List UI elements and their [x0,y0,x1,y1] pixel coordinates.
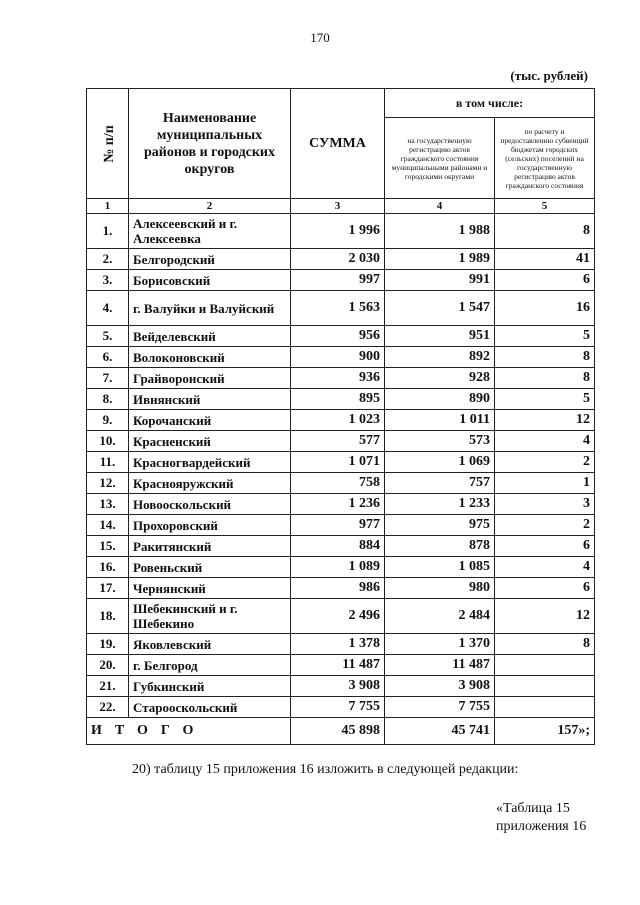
row-registration: 1 988 [385,214,495,249]
column-number: 3 [291,199,385,214]
row-registration: 757 [385,473,495,494]
row-subvention: 6 [495,536,595,557]
row-name: Грайворонский [129,368,291,389]
table-row [87,676,595,697]
row-subvention: 8 [495,368,595,389]
row-sum: 977 [291,515,385,536]
table-reference-line: приложения 16 [496,819,587,834]
row-registration: 991 [385,270,495,291]
table-row [87,697,595,718]
row-sum: 936 [291,368,385,389]
subvention-table [86,88,595,745]
row-registration: 2 484 [385,599,495,634]
row-number: 14. [87,515,129,536]
row-sum: 884 [291,536,385,557]
row-sum: 1 089 [291,557,385,578]
row-subvention: 8 [495,634,595,655]
row-name: Красненский [129,431,291,452]
table-row [87,536,595,557]
row-number: 21. [87,676,129,697]
row-subvention: 4 [495,431,595,452]
row-registration: 890 [385,389,495,410]
row-name: Чернянский [129,578,291,599]
row-sum: 1 378 [291,634,385,655]
row-number: 8. [87,389,129,410]
row-name: Ивнянский [129,389,291,410]
row-sum: 1 023 [291,410,385,431]
row-registration: 980 [385,578,495,599]
row-sum: 7 755 [291,697,385,718]
row-name: Губкинский [129,676,291,697]
row-subvention [495,676,595,697]
row-registration: 975 [385,515,495,536]
page-number: 170 [310,30,330,45]
row-number: 18. [87,599,129,634]
row-number: 10. [87,431,129,452]
row-name: Вейделевский [129,326,291,347]
row-number: 20. [87,655,129,676]
row-registration: 1 547 [385,291,495,326]
row-sum: 997 [291,270,385,291]
row-sum: 577 [291,431,385,452]
row-number: 16. [87,557,129,578]
row-sum: 11 487 [291,655,385,676]
row-name: Прохоровский [129,515,291,536]
row-subvention: 12 [495,410,595,431]
row-name: Красногвардейский [129,452,291,473]
row-registration: 928 [385,368,495,389]
row-sum: 2 496 [291,599,385,634]
row-sum: 758 [291,473,385,494]
column-number: 2 [129,199,291,214]
row-name: Шебекинский и г. Шебекино [129,599,291,634]
row-subvention: 2 [495,452,595,473]
row-subvention [495,697,595,718]
row-registration: 1 069 [385,452,495,473]
row-name: Яковлевский [129,634,291,655]
row-number: 15. [87,536,129,557]
row-number: 1. [87,214,129,249]
row-name: Старооскольский [129,697,291,718]
row-number: 2. [87,249,129,270]
row-number: 22. [87,697,129,718]
total-row [87,718,595,745]
row-number: 7. [87,368,129,389]
row-sum: 1 071 [291,452,385,473]
row-sum: 956 [291,326,385,347]
row-registration: 3 908 [385,676,495,697]
row-sum: 1 996 [291,214,385,249]
row-name: г. Белгород [129,655,291,676]
row-number: 4. [87,291,129,326]
row-subvention: 3 [495,494,595,515]
row-subvention [495,655,595,676]
row-registration: 878 [385,536,495,557]
table-row [87,578,595,599]
row-number: 3. [87,270,129,291]
row-registration: 1 989 [385,249,495,270]
table-row [87,214,595,249]
row-sum: 900 [291,347,385,368]
units-label: (тыс. рублей) [510,68,588,83]
row-subvention: 5 [495,326,595,347]
row-name: Белгородский [129,249,291,270]
table-row [87,410,595,431]
row-registration: 951 [385,326,495,347]
table-row [87,291,595,326]
row-sum: 2 030 [291,249,385,270]
row-number: 11. [87,452,129,473]
row-name: Волоконовский [129,347,291,368]
row-sum: 3 908 [291,676,385,697]
table-row [87,389,595,410]
table-row [87,599,595,634]
row-name: Борисовский [129,270,291,291]
row-subvention: 8 [495,347,595,368]
header-name: Наименование муниципальных районов и городских округов [129,89,291,199]
row-subvention: 4 [495,557,595,578]
table-row [87,347,595,368]
row-name: Алексеевский и г. Алексеевка [129,214,291,249]
column-number: 1 [87,199,129,214]
row-sum: 1 236 [291,494,385,515]
row-name: г. Валуйки и Валуйский [129,291,291,326]
row-subvention: 5 [495,389,595,410]
row-number: 19. [87,634,129,655]
total-registration: 45 741 [385,718,495,745]
table-reference [496,800,586,836]
row-subvention: 41 [495,249,595,270]
row-subvention: 16 [495,291,595,326]
row-name: Краснояружский [129,473,291,494]
total-subvention: 157»; [495,718,595,745]
row-sum: 895 [291,389,385,410]
amendment-paragraph: 20) таблицу 15 приложения 16 изложить в следующей редакции: [132,762,519,777]
row-subvention: 2 [495,515,595,536]
table-row [87,368,595,389]
table-row [87,655,595,676]
table-row [87,515,595,536]
total-sum: 45 898 [291,718,385,745]
table-body [87,214,595,718]
row-number: 6. [87,347,129,368]
column-number: 4 [385,199,495,214]
table-row [87,634,595,655]
row-registration: 1 011 [385,410,495,431]
table-row [87,326,595,347]
row-name: Ровеньский [129,557,291,578]
header-registration: на государственную регистрацию актов гражданского состояния муниципальными районами и городскими округами [385,118,495,199]
table-row [87,431,595,452]
column-number: 5 [495,199,595,214]
header-sum: СУММА [291,89,385,199]
table-row [87,494,595,515]
row-name: Ракитянский [129,536,291,557]
row-subvention: 6 [495,270,595,291]
row-subvention: 1 [495,473,595,494]
row-subvention: 8 [495,214,595,249]
table-row [87,249,595,270]
table-row [87,473,595,494]
table-row [87,557,595,578]
row-registration: 1 370 [385,634,495,655]
row-registration: 7 755 [385,697,495,718]
header-subvention: по расчету и предоставлению субвенций бюджетам городских (сельских) поселений на государственную регистрацию актов гражданского состояния [495,118,595,199]
row-number: 9. [87,410,129,431]
row-name: Корочанский [129,410,291,431]
total-label: ИТОГО [87,718,291,745]
row-sum: 1 563 [291,291,385,326]
row-registration: 892 [385,347,495,368]
row-number: 17. [87,578,129,599]
row-sum: 986 [291,578,385,599]
header-number: № п/п [87,89,129,199]
row-subvention: 12 [495,599,595,634]
row-name: Новооскольский [129,494,291,515]
row-number: 5. [87,326,129,347]
row-number: 13. [87,494,129,515]
row-registration: 1 085 [385,557,495,578]
row-number: 12. [87,473,129,494]
header-including: в том числе: [385,89,595,118]
table-row [87,452,595,473]
table-row [87,270,595,291]
row-registration: 1 233 [385,494,495,515]
row-registration: 11 487 [385,655,495,676]
row-subvention: 6 [495,578,595,599]
table-reference-line: «Таблица 15 [496,801,570,816]
row-registration: 573 [385,431,495,452]
